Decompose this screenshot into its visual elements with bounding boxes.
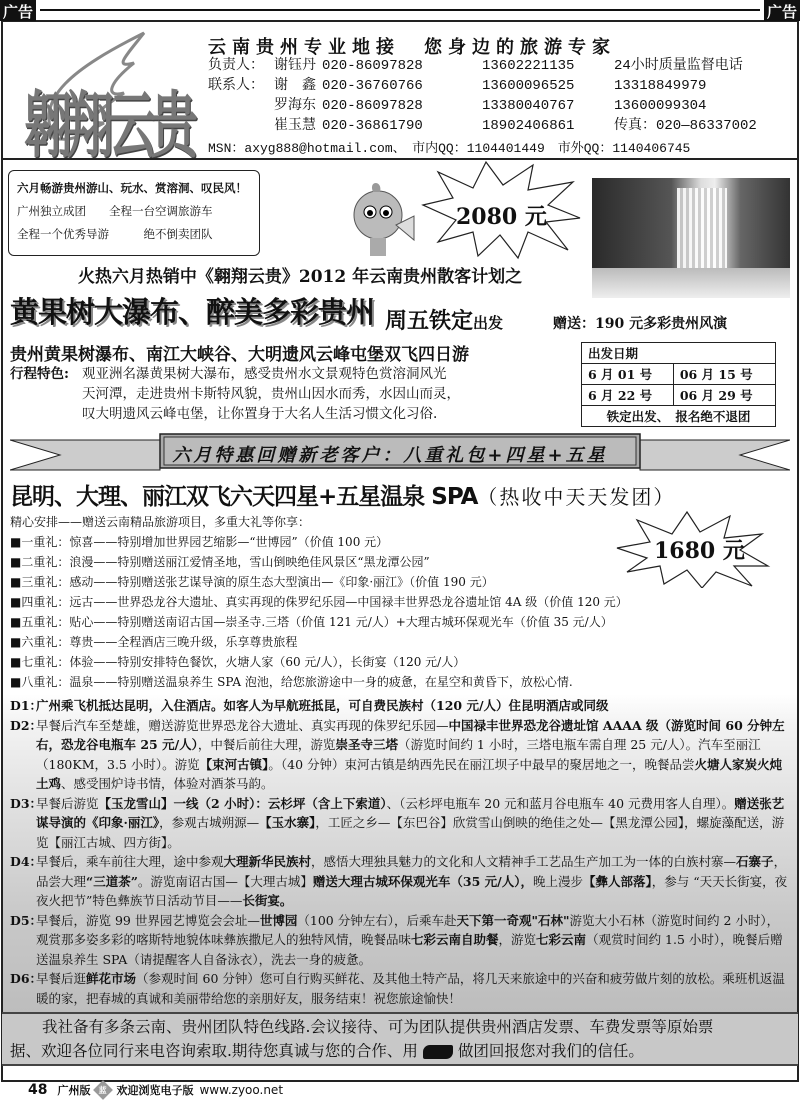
highlight-text: 长街宴。 xyxy=(242,893,293,908)
feature-line: 叹大明遗风云峰屯堡，让你置身于大名人生活习惯文化习俗. xyxy=(82,406,438,422)
day-text xyxy=(36,794,788,853)
highlight-text: 【彝人部落】 xyxy=(583,873,652,889)
itinerary-day xyxy=(10,696,788,716)
day-text-segment: ，工匠之乡—【东巴谷】欣赏雪山倒映的绝佳之处—【黑龙潭公园】，螺旋藻配送，游览【丽江古城、四方街】。 xyxy=(36,815,785,850)
contact-tel: 020-36861790 xyxy=(322,118,423,134)
divider xyxy=(2,158,798,160)
date-cell: 6 月 01 号 xyxy=(582,364,674,385)
day-text-segment: ，中餐后前往大理，游览 xyxy=(197,737,336,752)
price-burst xyxy=(418,160,583,264)
gift-item: ■三重礼：感动——特别赠送张艺谋导演的原生态大型演出—《印象·丽江》（价值 190 元） xyxy=(10,575,494,589)
contact-name: 罗海东 xyxy=(274,98,316,114)
contact-extra: 传真：020—86337002 xyxy=(614,118,757,134)
agency-note-line: 我社备有多条云南、贵州团队特色线路.会议接待、可为团队提供贵州酒店发票、车费发票等原始票 xyxy=(42,1018,714,1036)
day-label: D4： xyxy=(10,854,43,869)
logo-text: 翱翔云贵 xyxy=(24,84,193,169)
date-cell: 6 月 22 号 xyxy=(582,385,674,406)
contact-mobile: 18902406861 xyxy=(482,118,575,134)
gift-item: ■七重礼：体验——特别安排特色餐饮，火塘人家（60 元/人），长街宴（120 元/人） xyxy=(10,655,466,669)
contact-role: 负责人： xyxy=(208,58,264,74)
day-text xyxy=(36,852,788,911)
gift-item: ■五重礼：贴心——特别赠送南诏古国—崇圣寺.三塔（价值 121 元/人）+大理古城环保观光车（价值 35 元/人） xyxy=(10,615,613,629)
waterfall-photo xyxy=(592,178,790,298)
highlight-text: 七彩云南 xyxy=(536,932,587,947)
highlight-text: 天下第一奇观"石林" xyxy=(456,912,570,928)
departure-dates-table xyxy=(581,342,776,427)
contact-row xyxy=(208,96,754,116)
highlight-text: 【玉龙雪山】一线（2 小时）：云杉坪（含上下索道） xyxy=(98,795,387,811)
day-text-segment: 早餐后，乘车前往大理，途中参观 xyxy=(36,854,224,869)
highlight-text: 火塘人家炭火炖土鸡 xyxy=(36,756,783,791)
day-text-segment: 、（云杉坪电瓶车 20 元和蓝月谷电瓶车 40 元费用客人自理）。 xyxy=(386,795,735,811)
yunnan-title xyxy=(10,478,675,511)
logo xyxy=(14,28,194,169)
gift-item: ■六重礼：尊贵——全程酒店三晚升级，乐享尊贵旅程 xyxy=(10,635,298,649)
day-text xyxy=(36,969,788,1008)
ribbon-text: 六月特惠回赠新老客户：八重礼包+四星+五星 xyxy=(172,445,608,466)
day-label: D1： xyxy=(10,698,43,713)
day-text-segment: （游览时间约 1 小时，三塔电瓶车需自理 25 元/人）。汽车至丽江（180KM，3.5 小时）。游览 xyxy=(36,737,761,772)
gift-item: ■一重礼：惊喜——特别增加世界园艺缩影—“世博园”（价值 100 元） xyxy=(10,535,389,549)
day-text-segment: （参观时间 60 分钟）您可自行购买鲜花、及其他土特产品，将几天来旅途中的兴奋和疲劳做片刻的放松。乘班机返温暖的家，把春城的真诚和美丽带给您的亲朋好友，服务结束！祝您旅途愉快！ xyxy=(36,971,785,1006)
friday-text: 周五铁定 xyxy=(385,309,474,334)
highlight-text: 【玉水寨】 xyxy=(259,815,316,830)
day-text-segment: 。（40 分钟）束河古镇是纳西先民在丽江坝子中最早的聚居地之一，晚餐品尝 xyxy=(268,756,695,772)
promo-scroll xyxy=(8,170,260,256)
highlight-text: 大理新华民族村 xyxy=(223,854,312,869)
contact-extra: 13318849979 xyxy=(614,78,707,94)
slogan: 云南贵州专业地接 您身边的旅游专家 xyxy=(208,37,616,58)
agency-note-line2 xyxy=(10,1039,790,1063)
day-text-segment: 。游览南诏古国—【大理古城】 xyxy=(137,873,313,889)
handshake-icon xyxy=(423,1045,453,1059)
agency-note-text: 做团回报您对我们的信任。 xyxy=(457,1042,644,1060)
yunnan-title-note: （热收中天天发团） xyxy=(477,485,676,509)
yunnan-title-text: 昆明、大理、丽江双飞六天四星+五星温泉 SPA xyxy=(10,484,478,510)
gift-item: ■四重礼：远古——世界恐龙谷大遗址、真实再现的侏罗纪乐园—中国禄丰世界恐龙谷遗址馆 4A 级（价值 120 元） xyxy=(10,595,628,609)
highlight-text: 【束河古镇】 xyxy=(199,756,269,772)
contact-name: 谢 鑫 xyxy=(274,78,316,94)
dates-header: 出发日期 xyxy=(582,343,776,364)
price-1680: 1680 元 xyxy=(654,538,745,564)
feature-line: 观亚洲名瀑黄果树大瀑布，感受贵州水文景观特色赏溶洞风光 xyxy=(82,366,447,382)
agency-note-text: 据、欢迎各位同行来电咨询索取.期待您真诚与您的合作、用 xyxy=(10,1042,418,1060)
day-text xyxy=(36,696,788,716)
contact-extra: 24小时质量监督电话 xyxy=(614,58,743,74)
itinerary xyxy=(2,696,798,1008)
gift-list xyxy=(10,532,628,692)
ad-label-right: 广告 xyxy=(764,0,800,21)
contact-mobile: 13380040767 xyxy=(482,98,575,114)
day-text-segment: 早餐后逛 xyxy=(36,971,87,986)
highlight-text: 赠送大理古城环保观光车（35 元/人）， xyxy=(312,873,533,889)
friday-suffix: 出发 xyxy=(473,314,504,332)
day-text-segment: 游览大小石林（游览时间约 2 小时），观赏那多姿多彩的喀斯特地貌体味彝族撒尼人的独特风情，晚餐品味 xyxy=(36,912,780,947)
edition-badge-icon xyxy=(94,1080,114,1100)
highlight-text: 鲜花市场 xyxy=(86,971,137,986)
mascot-icon xyxy=(348,180,416,264)
date-cell: 06 月 29 号 xyxy=(673,385,775,406)
date-cell: 06 月 15 号 xyxy=(673,364,775,385)
day-label: D2： xyxy=(10,717,43,733)
contact-row xyxy=(208,76,754,96)
highlight-text: 赠送张艺谋导演的《印象·丽江》 xyxy=(36,795,785,830)
day-text-segment: （观赏时间约 1.5 小时），晚餐后赠送温泉养生 SPA（请提醒客人自备泳衣），洗去一身的疲惫。 xyxy=(36,932,783,967)
itinerary-day xyxy=(10,716,788,794)
day-text-segment: 、感受围炉诗书情，体验对酒茶马韵。 xyxy=(61,776,274,791)
features-label: 行程特色: xyxy=(10,366,69,382)
top-rule xyxy=(40,9,760,11)
contact-row xyxy=(208,56,754,76)
day-text-segment: 早餐后，游览 99 世界园艺博览会会址— xyxy=(36,912,260,928)
highlight-text: 广州乘飞机抵达昆明，入住酒店。如客人为早航班抵昆，可自费民族村（120 元/人）住昆明酒店或同级 xyxy=(36,698,609,713)
highlight-text: “三道茶” xyxy=(86,873,138,889)
contact-row xyxy=(208,116,757,136)
day-text-segment: ，游览 xyxy=(498,932,537,947)
itinerary-day xyxy=(10,911,788,970)
day-text-segment: 早餐后游览 xyxy=(36,795,99,811)
highlight-text: 中国禄丰世界恐龙谷遗址馆 AAAA 级（游览时间 60 分钟左右，恐龙谷电瓶车 25 元/人） xyxy=(36,717,785,752)
itinerary-day xyxy=(10,794,788,853)
scroll-line: 广州独立成团 全程一台空调旅游车 xyxy=(17,204,213,218)
day-label: D5： xyxy=(10,912,43,928)
site-link[interactable]: www.zyoo.net xyxy=(199,1083,284,1097)
day-text-segment: ，参与 “天天长街宴，夜夜火把节”特色彝族节日活动节目—— xyxy=(36,873,788,908)
feature-line: 天河潭，走进贵州卡斯特风貌，贵州山因水而秀，水因山而灵， xyxy=(82,386,460,402)
itinerary-day xyxy=(10,852,788,911)
gift-note: 赠送：190 元多彩贵州风演 xyxy=(553,316,728,332)
contact-name: 谢钰丹 xyxy=(274,58,316,74)
guizhou-subtitle: 贵州黄果树瀑布、南江大峡谷、大明遗风云峰屯堡双飞四日游 xyxy=(10,345,469,365)
gift-item: ■二重礼：浪漫——特别赠送丽江爱情圣地，雪山倒映绝佳风景区“黑龙潭公园” xyxy=(10,555,430,569)
scroll-line: 全程一个优秀导游 绝不倒卖团队 xyxy=(17,227,213,241)
welcome-text: 欢迎浏览电子版 xyxy=(116,1084,194,1097)
highlight-text: 崇圣寺三塔 xyxy=(335,737,398,752)
contact-role: 联系人： xyxy=(208,78,264,94)
day-label: D3： xyxy=(10,795,43,811)
gifts-intro: 精心安排——赠送云南精品旅游项目，多重大礼等你享： xyxy=(10,515,311,529)
contact-list xyxy=(208,56,757,136)
day-text-segment: ，品尝大理 xyxy=(36,854,787,889)
headline: 火热六月热销中《翱翔云贵》2012 年云南贵州散客计划之 xyxy=(77,267,523,287)
contact-extra: 13600099304 xyxy=(614,98,707,114)
highlight-text: 石寨子 xyxy=(736,854,774,869)
contact-role xyxy=(208,116,274,136)
page-footer xyxy=(28,1082,283,1098)
edition: 广州版 xyxy=(57,1084,91,1097)
day-text-segment: 晚上漫步 xyxy=(533,873,584,889)
gift-item: ■八重礼：温泉——特别赠送温泉养生 SPA 泡池，给您旅游途中一身的疲惫，在星空和黄昏下，放松心情. xyxy=(10,675,573,689)
day-text xyxy=(36,716,788,794)
agency-note xyxy=(2,1012,798,1066)
day-text-segment: ，感悟大理独具魅力的文化和人文精神手工艺品生产加工为一体的白族村寨— xyxy=(311,854,737,869)
contact-tel: 020-86097828 xyxy=(322,58,423,74)
page-number: 48 xyxy=(28,1082,48,1098)
guizhou-title: 黄果树大瀑布、醉美多彩贵州 xyxy=(10,295,375,329)
scroll-line: 六月畅游贵州游山、玩水、赏溶洞、叹民风！ xyxy=(17,181,247,195)
day-text-segment: ，参观古城朔源— xyxy=(159,815,260,830)
contact-name: 崔玉慧 xyxy=(274,118,316,134)
day-text-segment: （100 分钟左右），后乘车赴 xyxy=(297,912,457,928)
badge-text: 蓝 xyxy=(99,1085,108,1095)
price-burst xyxy=(612,508,772,592)
trip-features xyxy=(10,364,570,424)
day-text xyxy=(36,911,788,970)
highlight-text: 世博园 xyxy=(259,912,298,928)
dates-footer: 铁定出发、 报名绝不退团 xyxy=(582,406,776,427)
ad-label-left: 广告 xyxy=(0,0,36,21)
contact-mobile: 13600096525 xyxy=(482,78,575,94)
friday-departure xyxy=(385,304,503,335)
itinerary-section xyxy=(2,696,798,1066)
day-text-segment: 早餐后汽车至楚雄，赠送游览世界恐龙谷大遗址、真实再现的侏罗纪乐园— xyxy=(36,717,449,733)
contact-tel: 020-36760766 xyxy=(322,78,423,94)
msn-qq-line: MSN：axyg888@hotmail.com、 市内QQ：1104401449 市外QQ：1140406745 xyxy=(208,141,691,156)
day-label: D6： xyxy=(10,971,43,986)
contact-mobile: 13602221135 xyxy=(482,58,575,74)
highlight-text: 七彩云南自助餐 xyxy=(411,932,499,947)
price-2080: 2080 元 xyxy=(456,204,547,230)
contact-role xyxy=(208,96,274,116)
contact-tel: 020-86097828 xyxy=(322,98,423,114)
itinerary-day xyxy=(10,969,788,1008)
